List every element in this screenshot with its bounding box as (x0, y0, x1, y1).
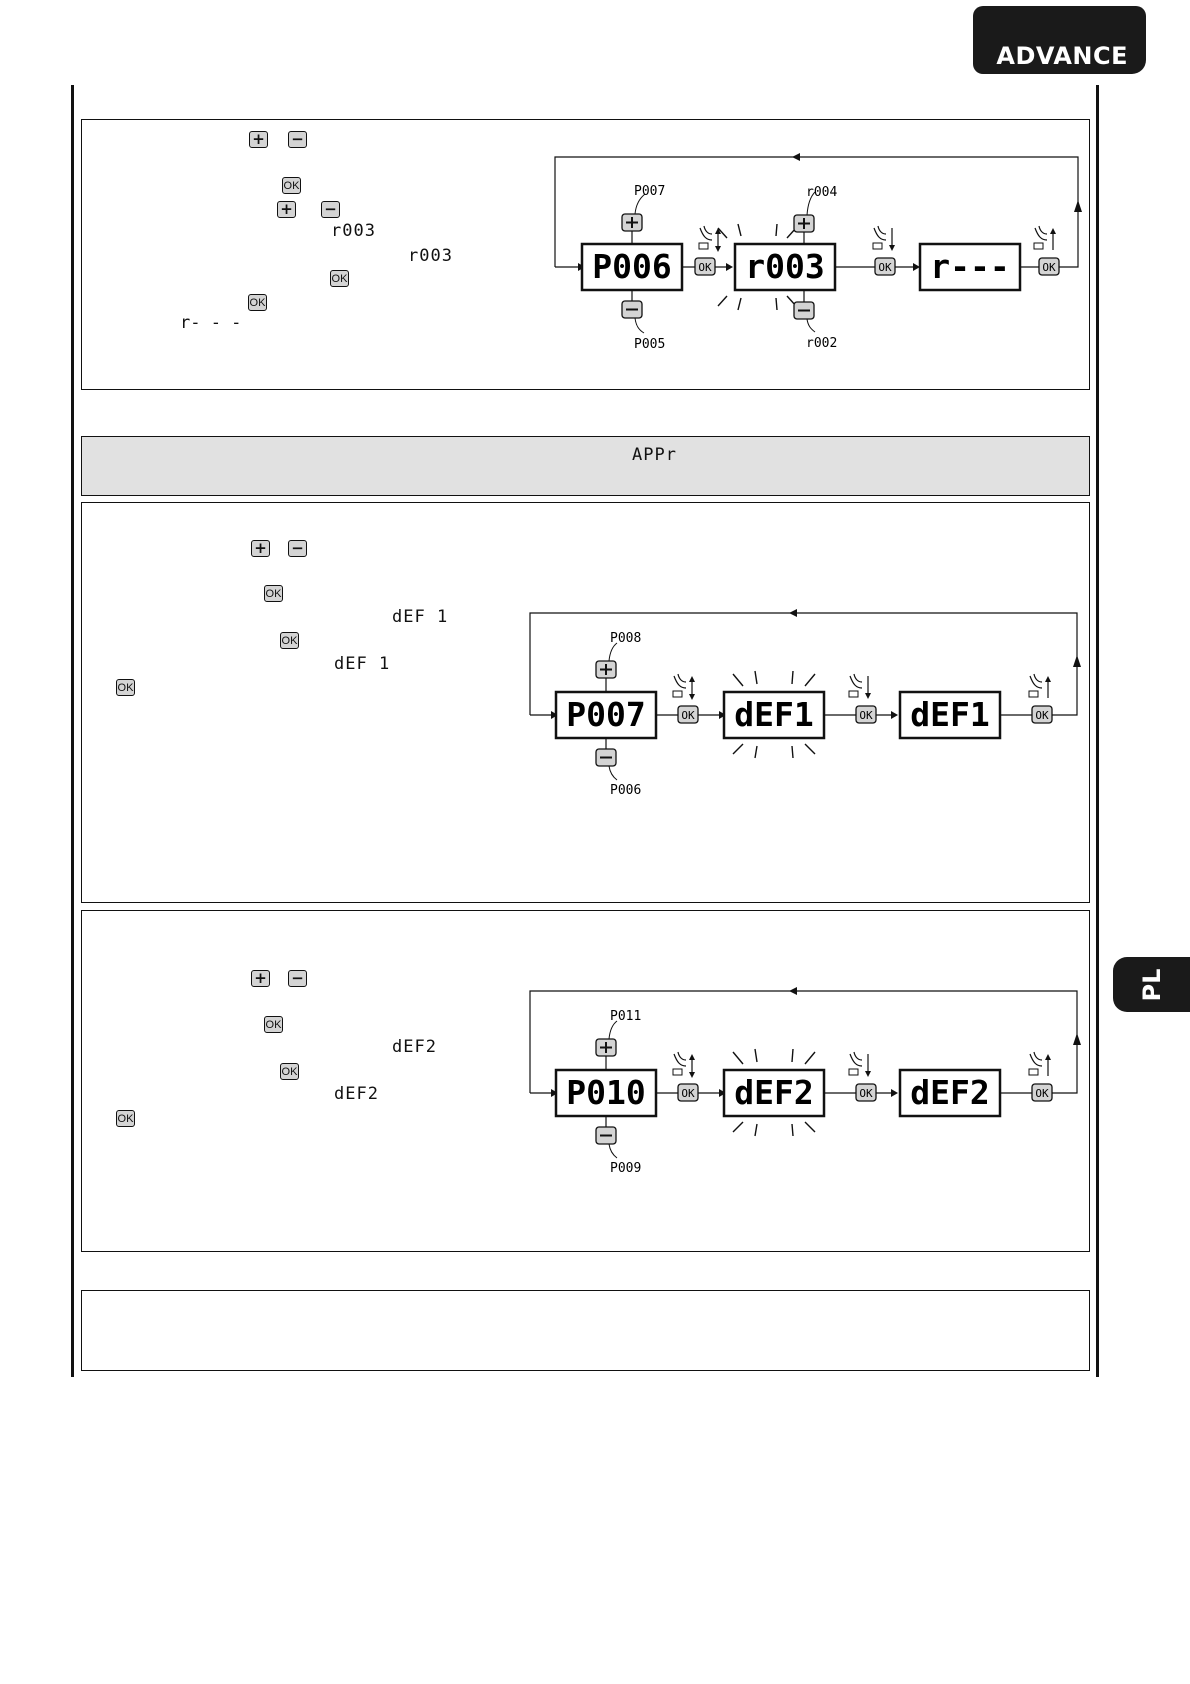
press-finger-icon (1034, 226, 1056, 250)
section-2-diagram (525, 596, 1085, 806)
lcd-display-end: r--- (930, 247, 1010, 286)
section-3-instructions (81, 910, 521, 1130)
ok-button-icon: OK (264, 585, 283, 602)
ok-label: OK (698, 261, 712, 274)
language-tab (1113, 957, 1190, 1012)
value-minus-label: r002 (806, 336, 838, 351)
brand-tab (973, 6, 1146, 74)
lcd-display-end: dEF1 (910, 695, 990, 734)
press-finger-icon (1029, 1052, 1051, 1076)
plus-button-icon: + (251, 970, 270, 987)
ok-button-icon: OK (264, 1016, 283, 1033)
section-3-diagram (525, 974, 1085, 1184)
ok-button-icon: OK (116, 679, 135, 696)
param-plus-label: P007 (634, 184, 666, 199)
press-finger-icon (873, 226, 895, 251)
ok-label: OK (681, 709, 695, 722)
plus-button-icon: + (277, 201, 296, 218)
display-code: dEF 1 (334, 654, 391, 674)
ok-button-icon: OK (116, 1110, 135, 1127)
minus-button-icon: − (288, 540, 307, 557)
press-finger-icon (849, 1052, 871, 1077)
minus-button-icon: − (321, 201, 340, 218)
ok-button-icon: OK (330, 270, 349, 287)
left-margin-rule (71, 85, 74, 1377)
ok-button-icon: OK (282, 177, 301, 194)
plus-button-icon: + (251, 540, 270, 557)
section-1-instructions (81, 119, 541, 390)
display-code: r003 (331, 221, 376, 241)
language-code: PL (1138, 968, 1166, 1001)
ok-button-icon: OK (280, 632, 299, 649)
param-minus-label: P006 (610, 783, 642, 798)
ok-label: OK (1042, 261, 1056, 274)
section-1-diagram (540, 140, 1085, 365)
section-4-box (81, 1290, 1090, 1371)
banner-code: APPr (632, 445, 677, 465)
param-minus-label: P005 (634, 337, 666, 352)
press-finger-icon (699, 226, 721, 252)
press-finger-icon (849, 674, 871, 699)
section-2-instructions (81, 502, 521, 702)
display-code: dEF2 (392, 1037, 437, 1057)
lcd-display-start: P007 (566, 695, 646, 734)
ok-label: OK (1035, 1087, 1049, 1100)
lcd-display-start: P006 (592, 247, 672, 286)
value-plus-label: r004 (806, 185, 838, 200)
param-minus-label: P009 (610, 1161, 642, 1176)
display-code: r- - - (180, 313, 242, 333)
ok-label: OK (1035, 709, 1049, 722)
ok-label: OK (859, 1087, 873, 1100)
lcd-display-select: r003 (745, 247, 825, 286)
ok-label: OK (859, 709, 873, 722)
ok-label: OK (681, 1087, 695, 1100)
lcd-display-select: dEF2 (734, 1073, 814, 1112)
press-finger-icon (673, 674, 695, 700)
lcd-display-end: dEF2 (910, 1073, 990, 1112)
brand-name: ADVANCE (996, 42, 1128, 70)
lcd-display-select: dEF1 (734, 695, 814, 734)
ok-button-icon: OK (280, 1063, 299, 1080)
press-finger-icon (673, 1052, 695, 1078)
plus-button-icon: + (249, 131, 268, 148)
section-banner (81, 436, 1090, 496)
display-code: dEF2 (334, 1084, 379, 1104)
param-plus-label: P008 (610, 631, 642, 646)
display-code: r003 (408, 246, 453, 266)
right-margin-rule (1096, 85, 1099, 1377)
press-finger-icon (1029, 674, 1051, 698)
minus-button-icon: − (288, 970, 307, 987)
param-plus-label: P011 (610, 1009, 642, 1024)
display-code: dEF 1 (392, 607, 449, 627)
minus-button-icon: − (288, 131, 307, 148)
ok-label: OK (878, 261, 892, 274)
lcd-display-start: P010 (566, 1073, 646, 1112)
ok-button-icon: OK (248, 294, 267, 311)
